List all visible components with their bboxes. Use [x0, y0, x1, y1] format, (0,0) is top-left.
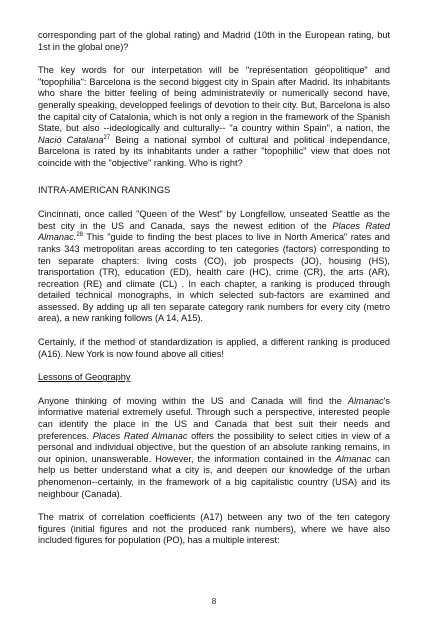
paragraph-matrix: The matrix of correlation coefficients (A17) between any two of the ten category figures (initial figures and not the produced rank numbers), where we have also included figures for population (PO), has a multiple interest: — [38, 512, 390, 546]
footnote-ref: 28 — [76, 232, 83, 239]
page-number: 8 — [211, 597, 217, 606]
italic-text: Almanac — [347, 395, 384, 406]
paragraph-lessons — [38, 396, 390, 500]
paragraph-text: Anyone thinking of moving within the US and Canada will find the — [38, 395, 348, 406]
document-page — [38, 30, 390, 559]
paragraph-text: This "guide to finding the best places to live in North America" rates and ranks 343 metropolitan areas according to ten categories (factors) corresponding to ten separate chapters: living costs (CO), job prospects (JO), housing (HS), transportation (TR), education (ED), health care (HC), crime (CR), the arts (AR), recreation (RE) and climate (CL) . In each chapter, a ranking is produced through detailed technical monographs, in which selected sub-factors are examined and assessed. By adding up all ten separate category rank numbers for every city (metro area), a new ranking follows (A 14, A15). — [38, 232, 390, 324]
italic-text: Nació Catalana — [38, 134, 104, 145]
paragraph-text: The key words for our interpetation will be "représentation géopolitique" and "topophilia": Barcelona is the second biggest city in Spain after Madrid. Its inhabitants who share the bitter feeling of being administratevily or numerically second have, generally speaking, developped feelings of devotion to their city. But, Barcelona is also the capital city of Catalonia, which is not only a region in the framework of the Spanish State, but also --ideologically and culturally-- "a country within Spain", a nation, the — [38, 65, 390, 134]
paragraph-text: can help us better understand what a city is, and deepen our knowledge of the urban phenomenon--certainly, in the framework of a big capitalistic country (USA) and its neighbour (Canada). — [38, 453, 390, 499]
paragraph-standardization: Certainly, if the method of standardization is applied, a different ranking is produced (A16). New York is now found above all cities! — [38, 337, 390, 359]
paragraph-text: 's informative material extremely useful. Through such a perspective, interested people can identify the place in the US and Canada that best suit their needs and preferences. — [38, 395, 390, 441]
italic-text: Almanac — [335, 453, 372, 464]
paragraph-text: Cincinnati, once called "Queen of the West" by Longfellow, unseated Seattle as the best city in the US and Canada, says the newest edition of the — [38, 209, 390, 231]
paragraph-text: Being a national symbol of cultural and political independance, Barcelona is rated by its inhabitants under a rather "topophilic" view that does not coincide with the "objective" ranking. Who is right? — [38, 134, 390, 168]
italic-text: Places Rated Almanac — [92, 430, 188, 441]
paragraph-continuation: corresponding part of the global rating) and Madrid (10th in the European rating, but 1st in the global one)? — [38, 30, 390, 52]
subsection-heading: Lessons of Geography — [38, 372, 131, 383]
footnote-ref: 27 — [103, 134, 111, 141]
paragraph-text: offers the possibility to select cities in view of a personal and individual objective, but the question of an absolute ranking remains, in our opinion, unanswerable. However, the information contained in the — [38, 430, 390, 464]
italic-text: Places Rated Almanac. — [38, 220, 390, 243]
paragraph-cincinnati — [38, 209, 390, 325]
paragraph-barcelona — [38, 65, 390, 169]
section-heading: INTRA-AMERICAN RANKINGS — [38, 183, 171, 195]
